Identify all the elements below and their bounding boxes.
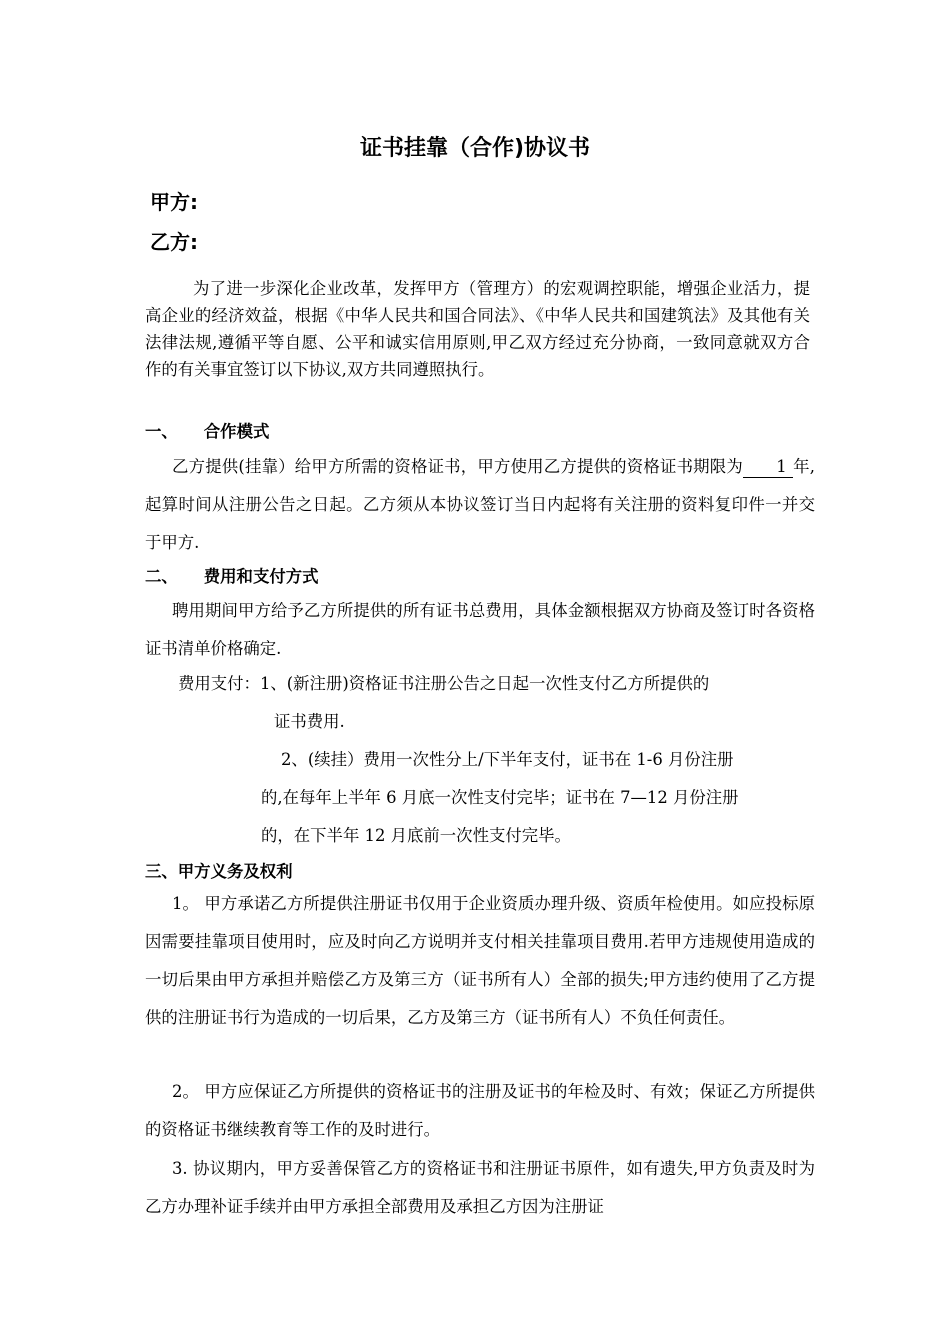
section-3-item-1: 1。 甲方承诺乙方所提供注册证书仅用于企业资质办理升级、资质年检使用。如应投标原因需要挂靠项目使用时，应及时向乙方说明并支付相关挂靠项目费用.若甲方违规使用造成的一切后果由甲方承担并赔偿乙方及第三方（证书所有人）全部的损失;甲方违约使用了乙方提供的注册证书行为造成的一切后果，乙方及第三方（证书所有人）不负任何责任。	[145, 894, 815, 1027]
section-1-title: 合作模式	[203, 422, 270, 441]
payment-line-3: 2、(续挂）费用一次性分上/下半年支付，证书在 1-6 月份注册	[281, 750, 734, 769]
section-1-heading	[145, 420, 269, 444]
party-a-label: 甲方:	[150, 190, 198, 214]
section-1-text-before: 乙方提供(挂靠）给甲方所需的资格证书，甲方使用乙方提供的资格证书期限为	[172, 457, 743, 476]
section-2-number: 二、	[145, 567, 178, 586]
section-3-item-2: 2。 甲方应保证乙方所提供的资格证书的注册及证书的年检及时、有效；保证乙方所提供的资格证书继续教育等工作的及时进行。	[145, 1082, 815, 1139]
section-1-number: 一、	[145, 422, 178, 441]
payment-line-4: 的,在每年上半年 6 月底一次性支付完毕；证书在 7—12 月份注册	[261, 788, 739, 807]
payment-line-2: 证书费用.	[274, 712, 345, 731]
section-1-text-after: 年,起算时间从注册公告之日起。乙方须从本协议签订当日内起将有关注册的资料复印件一并交于甲方.	[145, 457, 815, 552]
party-b-label: 乙方:	[150, 230, 198, 254]
payment-line-1: 费用支付：1、(新注册)资格证书注册公告之日起一次性支付乙方所提供的	[178, 674, 710, 693]
section-2-paragraph: 聘用期间甲方给予乙方所提供的所有证书总费用，具体金额根据双方协商及签订时各资格证书清单价格确定.	[145, 601, 815, 658]
term-years-value: 1	[743, 457, 793, 478]
payment-line-5: 的，在下半年 12 月底前一次性支付完毕。	[261, 826, 571, 845]
section-2-title: 费用和支付方式	[203, 567, 319, 586]
section-3-heading: 三、甲方义务及权利	[145, 862, 293, 881]
document-title: 证书挂靠（合作)协议书	[359, 136, 591, 161]
intro-paragraph: 为了进一步深化企业改革，发挥甲方（管理方）的宏观调控职能，增强企业活力，提高企业的经济效益，根据《中华人民共和国合同法》、《中华人民共和国建筑法》及其他有关法律法规,遵循平等自愿、公平和诚实信用原则,甲乙双方经过充分协商，一致同意就双方合作的有关事宜签订以下协议,双方共同遵照执行。	[145, 279, 810, 379]
section-3-item-3: 3. 协议期内，甲方妥善保管乙方的资格证书和注册证书原件，如有遗失,甲方负责及时为乙方办理补证手续并由甲方承担全部费用及承担乙方因为注册证	[145, 1159, 815, 1216]
section-2-heading	[145, 565, 319, 589]
section-1-paragraph	[145, 448, 815, 562]
